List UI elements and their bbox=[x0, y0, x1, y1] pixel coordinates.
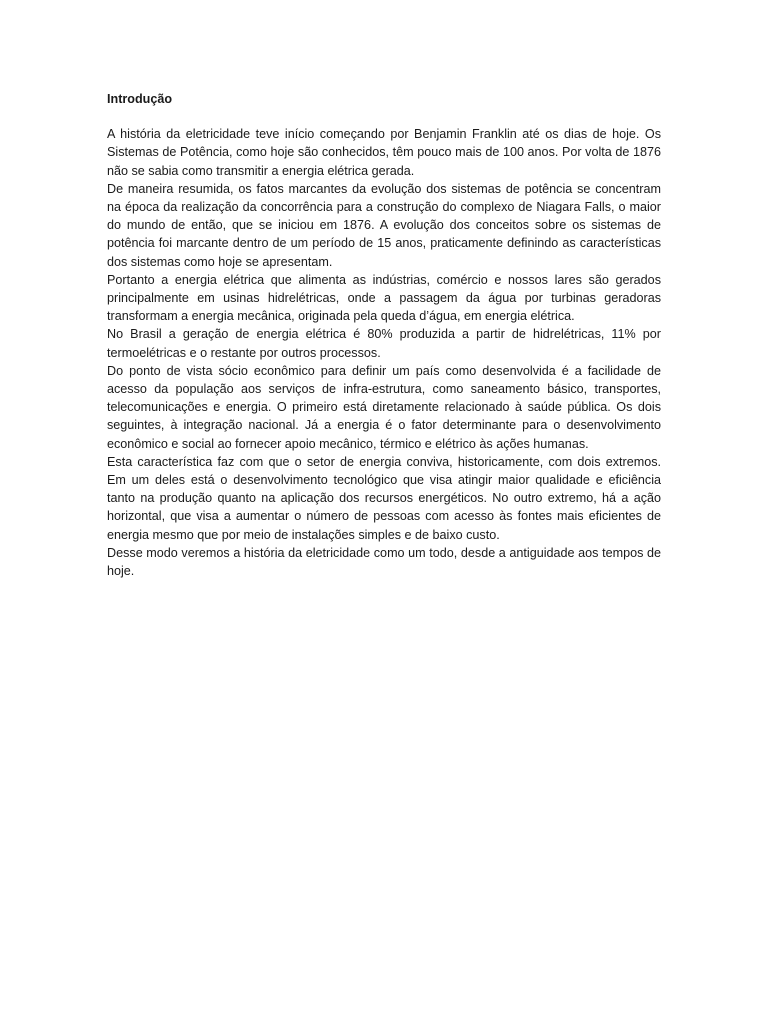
paragraph-6: Esta característica faz com que o setor de energia conviva, historicamente, com dois extremos. Em um deles está o desenvolvimento tecnológico que visa atingir maior qualidade e eficiência tanto na produção quanto na aplicação dos recursos energéticos. No outro extremo, há a ação horizontal, que visa a aumentar o número de pessoas com acesso às fontes mais eficientes de energia mesmo que por meio de instalações simples e de baixo custo. bbox=[107, 454, 661, 542]
document-title: Introdução bbox=[107, 92, 173, 106]
paragraph-3: Portanto a energia elétrica que alimenta as indústrias, comércio e nossos lares são gerados principalmente em usinas hidrelétricas, onde a passagem da água por turbinas geradoras transformam a energia mecânica, originada pela queda d’água, em energia elétrica. bbox=[107, 272, 661, 324]
paragraph-2: De maneira resumida, os fatos marcantes da evolução dos sistemas de potência se concentram na época da realização da concorrência para a construção do complexo de Niagara Falls, o maior do mundo de então, que se iniciou em 1876. A evolução dos conceitos sobre os sistemas de potência foi marcante dentro de um período de 15 anos, praticamente definindo as características dos sistemas como hoje se apresentam. bbox=[107, 181, 661, 269]
document-body bbox=[107, 90, 661, 580]
paragraph-7: Desse modo veremos a história da eletricidade como um todo, desde a antiguidade aos tempos de hoje. bbox=[107, 545, 661, 579]
paragraph-4: No Brasil a geração de energia elétrica é 80% produzida a partir de hidrelétricas, 11% por termoelétricas e o restante por outros processos. bbox=[107, 327, 661, 360]
paragraph-1: A história da eletricidade teve início começando por Benjamin Franklin até os dias de hoje. Os Sistemas de Potência, como hoje são conhecidos, têm pouco mais de 100 anos. Por volta de 1876 não se sabia como transmitir a energia elétrica gerada. bbox=[107, 127, 661, 178]
paragraph-5: Do ponto de vista sócio econômico para definir um país como desenvolvida é a facilidade de acesso da população aos serviços de infra-estrutura, como saneamento básico, transportes, telecomunicações e energia. O primeiro está diretamente relacionado à saúde pública. Os dois seguintes, à integração nacional. Já a energia é o fator determinante para o desenvolvimento econômico e social ao fornecer apoio mecânico, térmico e elétrico às ações humanas. bbox=[107, 363, 661, 451]
